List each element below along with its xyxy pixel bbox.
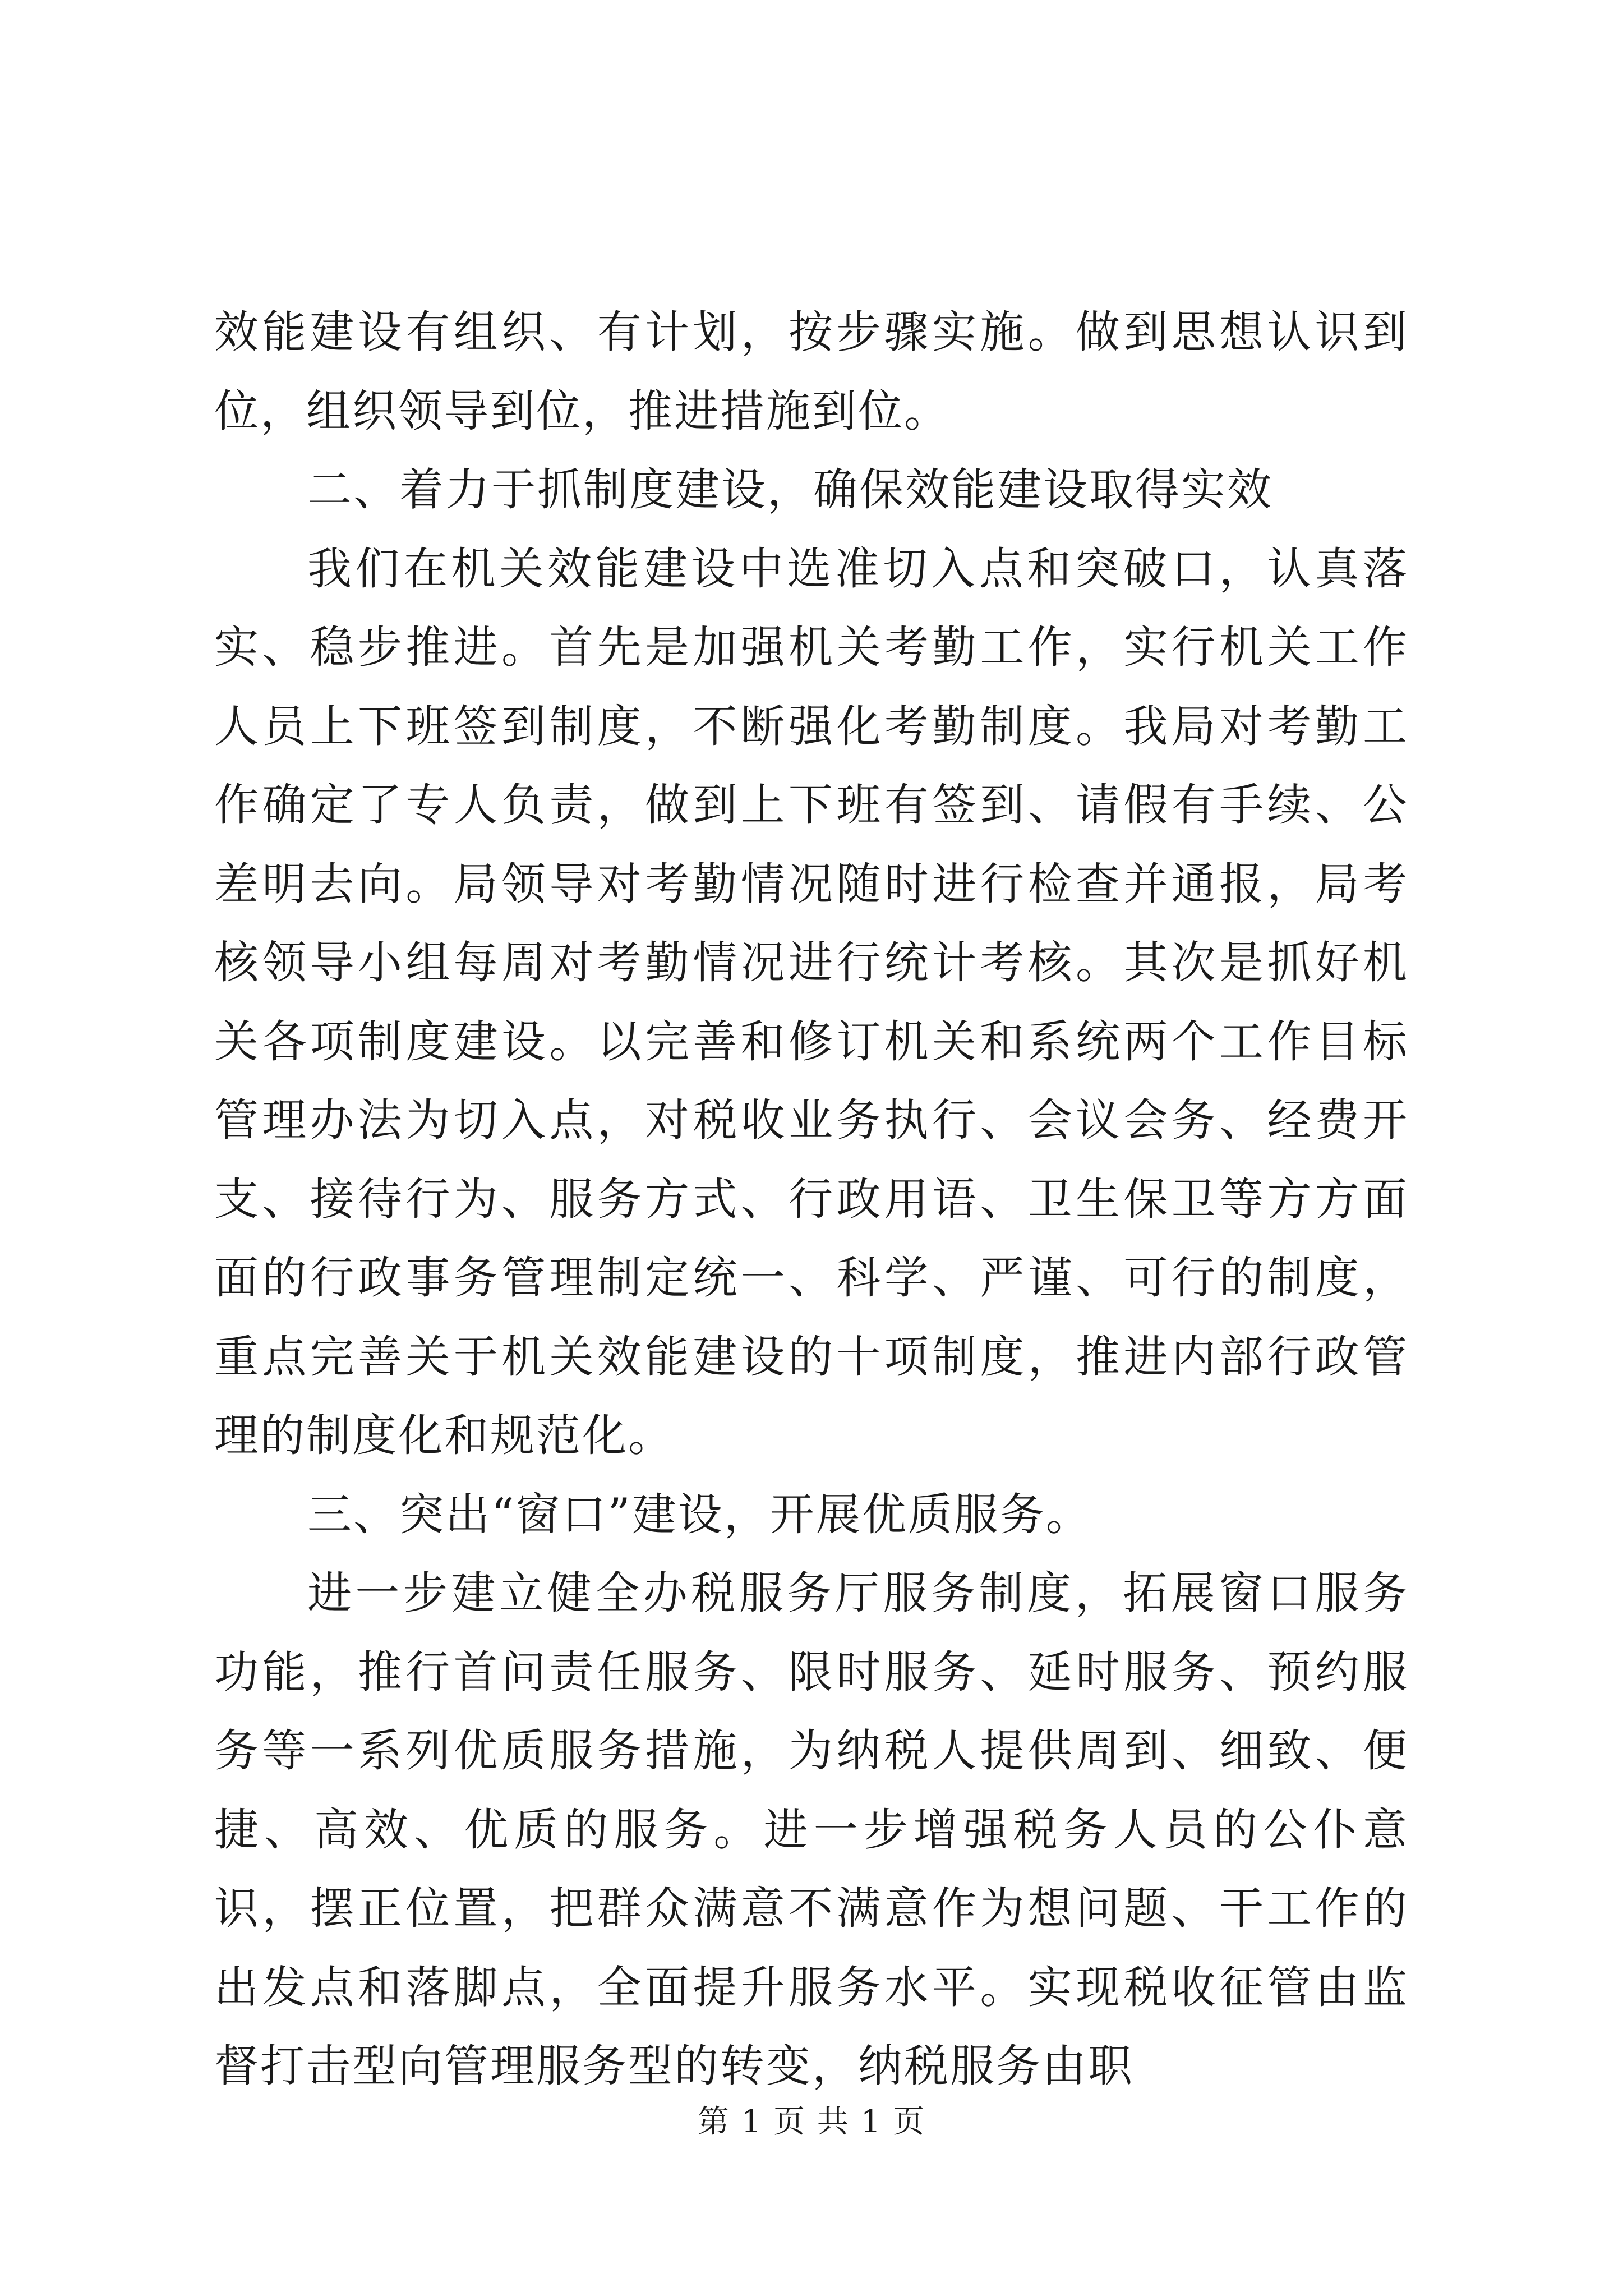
section-heading-2: 二、着力于抓制度建设，确保效能建设取得实效 [307,464,1273,516]
paragraph-continuation: 效能建设有组织、有计划，按步骤实施。做到思想认识到位，组织领导到位，推进措施到位。 [214,306,1409,437]
section-heading-3: 三、突出“窗口”建设，开展优质服务。 [307,1488,1092,1540]
page-footer: 第 1 页 共 1 页 [697,2104,926,2140]
paragraph-quality-service: 进一步建立健全办税服务厅服务制度，拓展窗口服务功能，推行首问责任服务、限时服务、延时服务、预约服务等一系列优质服务措施，为纳税人提供周到、细致、便捷、高效、优质的服务。进一步增强税务人员的公仆意识，摆正位置，把群众满意不满意作为想问题、干工作的出发点和落脚点，全面提升服务水平。实现税收征管由监督打击型向管理服务型的转变，纳税服务由职 [214,1567,1409,2092]
document-body [214,293,1409,2106]
paragraph-institution-building: 我们在机关效能建设中选准切入点和突破口，认真落实、稳步推进。首先是加强机关考勤工作，实行机关工作人员上下班签到制度，不断强化考勤制度。我局对考勤工作确定了专人负责，做到上下班有签到、请假有手续、公差明去向。局领导对考勤情况随时进行检查并通报，局考核领导小组每周对考勤情况进行统计考核。其次是抓好机关各项制度建设。以完善和修订机关和系统两个工作目标管理办法为切入点，对税收业务执行、会议会务、经费开支、接待行为、服务方式、行政用语、卫生保卫等方方面面的行政事务管理制定统一、科学、严谨、可行的制度，重点完善关于机关效能建设的十项制度，推进内部行政管理的制度化和规范化。 [214,542,1409,1461]
